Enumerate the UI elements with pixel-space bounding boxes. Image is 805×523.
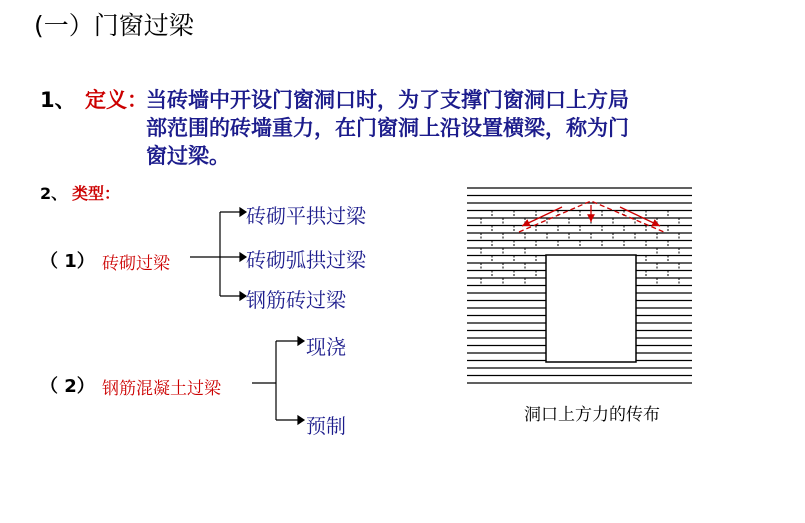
definition-label: 定义： <box>85 88 148 112</box>
arrow-reinforced-brick <box>240 292 246 300</box>
definition-number: 1、 <box>40 88 76 112</box>
page-title: (一）门窗过梁 <box>34 11 194 40</box>
masonry-item-flat-arch: 砖砌平拱过梁 <box>246 204 366 228</box>
types-number: 2、 <box>40 184 68 203</box>
arrow-curved-arch <box>240 253 246 261</box>
masonry-item-curved-arch: 砖砌弧拱过梁 <box>246 248 366 272</box>
arrow-precast <box>298 416 304 424</box>
door-opening <box>546 255 636 362</box>
figure-caption: 洞口上方力的传布 <box>524 405 660 425</box>
concrete-item-precast: 预制 <box>306 414 346 438</box>
definition-line-3: 窗过梁。 <box>146 144 230 168</box>
concrete-item-cast-in-place: 现浇 <box>306 335 346 359</box>
arrow-flat-arch <box>240 208 246 216</box>
definition-line-2: 部范围的砖墙重力，在门窗洞上沿设置横梁，称为门 <box>146 116 629 140</box>
types-label: 类型： <box>72 184 121 203</box>
concrete-lintel-number: （ 2） <box>40 376 95 397</box>
masonry-item-reinforced-brick: 钢筋砖过梁 <box>246 288 346 312</box>
force-arrows <box>519 201 664 232</box>
arrow-cast-in-place <box>298 337 304 345</box>
masonry-lintel-label: 砖砌过梁 <box>102 254 170 274</box>
definition-line-1: 当砖墙中开设门窗洞口时，为了支撑门窗洞口上方局 <box>146 88 629 112</box>
masonry-lintel-number: （ 1） <box>40 251 95 272</box>
type-connectors <box>190 208 304 424</box>
concrete-lintel-label: 钢筋混凝土过梁 <box>102 379 221 399</box>
brick-wall-figure <box>467 188 692 383</box>
